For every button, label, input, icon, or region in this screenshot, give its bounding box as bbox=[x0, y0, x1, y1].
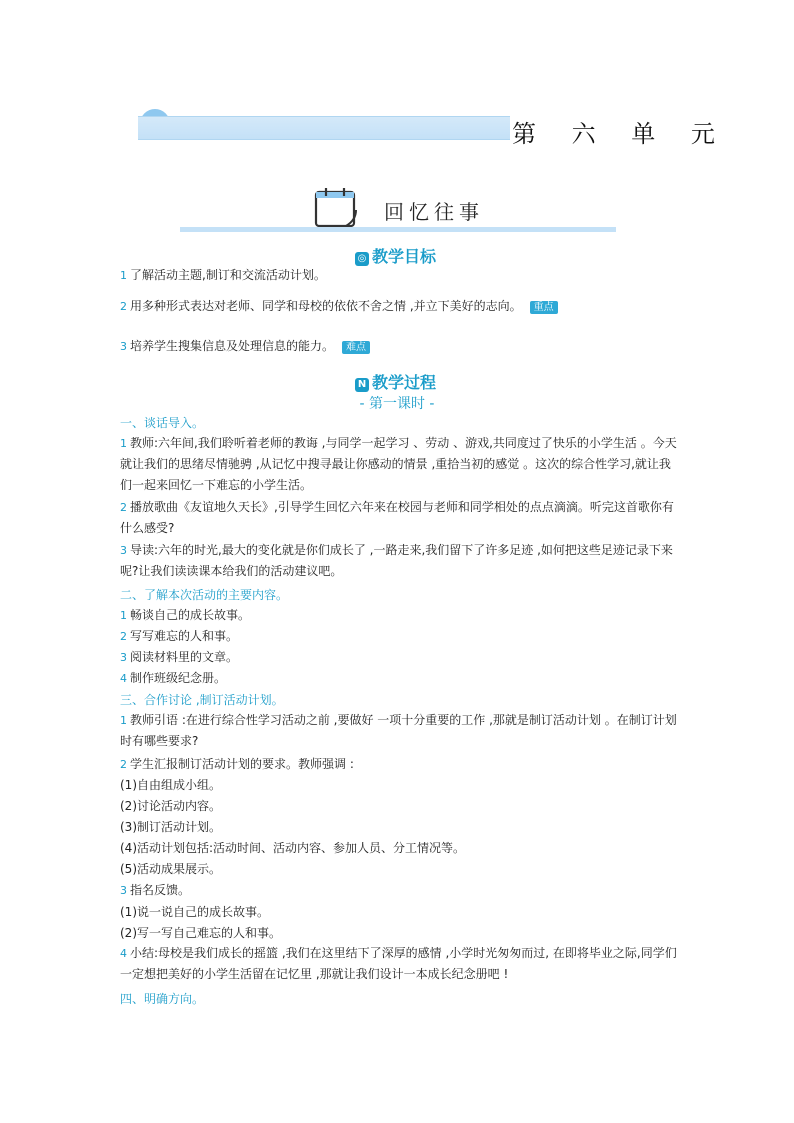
section-heading: 一、谈话导入。 bbox=[120, 416, 205, 430]
goal-number: 2 bbox=[120, 300, 127, 313]
goal-item bbox=[120, 337, 370, 354]
goal-item bbox=[120, 297, 558, 314]
paragraph bbox=[120, 881, 190, 898]
unit-title-band bbox=[138, 116, 510, 140]
list-number: 2 bbox=[120, 630, 127, 643]
list-item bbox=[120, 648, 238, 665]
paragraph bbox=[120, 497, 680, 539]
sub-item: (4)活动计划包括:活动时间、活动内容、参加人员、分工情况等。 bbox=[120, 841, 466, 855]
paragraph bbox=[120, 755, 354, 772]
list-text: 制作班级纪念册。 bbox=[130, 671, 227, 685]
goals-heading-text: 教学目标 bbox=[372, 247, 437, 266]
paragraph bbox=[120, 433, 680, 496]
goal-number: 3 bbox=[120, 340, 127, 353]
process-icon: N bbox=[355, 378, 369, 392]
paragraph-number: 4 bbox=[120, 947, 127, 960]
process-heading-text: 教学过程 bbox=[372, 373, 437, 392]
paragraph bbox=[120, 540, 680, 582]
list-number: 1 bbox=[120, 609, 127, 622]
paragraph-number: 3 bbox=[120, 884, 127, 897]
process-heading bbox=[355, 370, 436, 393]
sub-item: (2)写一写自己难忘的人和事。 bbox=[120, 926, 281, 940]
paragraph-number: 1 bbox=[120, 437, 127, 450]
paragraph-text: 学生汇报制订活动计划的要求。教师强调 : bbox=[130, 757, 354, 771]
goal-text: 了解活动主题,制订和交流活动计划。 bbox=[130, 268, 326, 282]
lesson-title: 回忆往事 bbox=[384, 200, 484, 224]
unit-title: 第 六 单 元 bbox=[512, 120, 729, 148]
paragraph-text: 导读:六年的时光,最大的变化就是你们成长了 ,一路走来,我们留下了许多足迹 ,如何把这些足迹记录下来呢?让我们读读课本给我们的活动建议吧。 bbox=[120, 543, 673, 578]
sub-item: (5)活动成果展示。 bbox=[120, 862, 221, 876]
list-text: 阅读材料里的文章。 bbox=[130, 650, 239, 664]
paragraph-number: 1 bbox=[120, 714, 127, 727]
paragraph bbox=[120, 943, 680, 985]
paragraph-text: 教师:六年间,我们聆听着老师的教诲 ,与同学一起学习 、劳动 、游戏,共同度过了快乐的小学生活 。今天就让我们的思绪尽情驰骋 ,从记忆中搜寻最让你感动的情景 ,重拾当初的感觉 。这次的综合性学习,就让我们一起来回忆一下难忘的小学生活。 bbox=[120, 436, 677, 492]
goal-number: 1 bbox=[120, 269, 127, 282]
sub-item: (1)自由组成小组。 bbox=[120, 778, 221, 792]
goal-item bbox=[120, 266, 326, 283]
paragraph-number: 2 bbox=[120, 758, 127, 771]
lesson-title-underline bbox=[180, 227, 616, 232]
calendar-icon bbox=[312, 186, 360, 230]
paragraph-text: 播放歌曲《友谊地久天长》,引导学生回忆六年来在校园与老师和同学相处的点点滴滴。听完这首歌你有什么感受? bbox=[120, 500, 674, 535]
list-item bbox=[120, 627, 238, 644]
goal-text: 用多种形式表达对老师、同学和母校的依依不舍之情 ,并立下美好的志向。 bbox=[130, 299, 522, 313]
list-text: 写写难忘的人和事。 bbox=[130, 629, 239, 643]
list-number: 4 bbox=[120, 672, 127, 685]
target-icon: ◎ bbox=[355, 252, 369, 266]
paragraph-text: 指名反馈。 bbox=[130, 883, 191, 897]
goals-heading bbox=[355, 244, 436, 267]
section-heading: 二、了解本次活动的主要内容。 bbox=[120, 588, 289, 602]
lesson-period-subtitle: - 第一课时 - bbox=[359, 396, 435, 412]
sub-item: (1)说一说自己的成长故事。 bbox=[120, 905, 269, 919]
sub-item: (2)讨论活动内容。 bbox=[120, 799, 221, 813]
list-item bbox=[120, 606, 250, 623]
goal-text: 培养学生搜集信息及处理信息的能力。 bbox=[130, 339, 335, 353]
difficulty-badge: 难点 bbox=[342, 341, 370, 354]
sub-item: (3)制订活动计划。 bbox=[120, 820, 221, 834]
paragraph-text: 小结:母校是我们成长的摇篮 ,我们在这里结下了深厚的感情 ,小学时光匆匆而过, 在即将毕业之际,同学们一定想把美好的小学生活留在记忆里 ,那就让我们设计一本成长纪念册吧 ! bbox=[120, 946, 677, 981]
section-heading: 四、明确方向。 bbox=[120, 992, 205, 1006]
list-number: 3 bbox=[120, 651, 127, 664]
paragraph bbox=[120, 710, 680, 752]
paragraph-number: 2 bbox=[120, 501, 127, 514]
paragraph-text: 教师引语 :在进行综合性学习活动之前 ,要做好 一项十分重要的工作 ,那就是制订活动计划 。在制订计划时有哪些要求? bbox=[120, 713, 677, 748]
key-point-badge: 重点 bbox=[530, 301, 558, 314]
list-text: 畅谈自己的成长故事。 bbox=[130, 608, 251, 622]
list-item bbox=[120, 669, 226, 686]
section-heading: 三、合作讨论 ,制订活动计划。 bbox=[120, 693, 284, 707]
paragraph-number: 3 bbox=[120, 544, 127, 557]
